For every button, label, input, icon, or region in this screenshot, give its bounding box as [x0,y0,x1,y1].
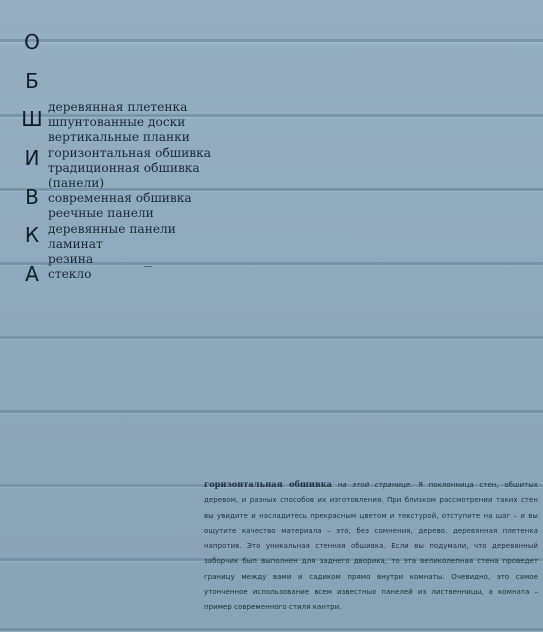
material-list-item: современная обшивка [48,191,192,206]
plank-seam [0,628,543,631]
article-body: Я поклонница стен, обшитых деревом, и разных способов их изготовления. При близком рассмотрении таких стен вы увидите и насладитесь прекрасным цветом и текстурой, отступите на шаг – и вы ощутите качество материала – это, без сомнения, дерево. деревянная плетенка напротив. Это уникальная стенная обшивка. Если вы подумали, что деревянный заборчик был выполнен для заднего дворика, то эта великолепная стена проведет границу между вами и садиком прямо внутри комнаты. Очевидно, это самое утонченное использование всем известных панелей из лиственницы, а комната – пример современного стиля кантри. [204,481,539,612]
material-list-item: (панели) [48,176,105,191]
article-intro: на этой странице. [337,481,413,489]
material-list-item: горизонтальная обшивка [48,145,211,160]
material-list-item: реечные панели [48,206,154,221]
material-list-item: ламинат [48,236,103,251]
title-letter: В [25,184,39,209]
material-list-item: шпунтованные доски [48,115,186,130]
vertical-section-title [21,23,43,294]
material-list-item: традиционная обшивка [48,160,200,175]
title-letter: И [24,146,40,171]
plank-seam [0,39,543,42]
material-list-item: вертикальные планки [48,130,190,145]
plank-seam [0,336,543,339]
material-list-item: деревянные панели [48,221,176,236]
title-letter: А [25,262,39,287]
material-list [48,100,211,282]
material-list-item: резина [48,252,94,267]
material-list-item: стекло [48,267,92,282]
article-lead: горизонтальная обшивка [204,479,333,489]
title-letter: Ш [21,107,43,132]
material-list-item: деревянная плетенка [48,100,188,114]
small-dash-mark [144,266,152,267]
article-text [204,477,538,616]
plank-seam [0,410,543,413]
title-letter: Б [25,68,39,93]
title-letter: К [24,223,40,248]
title-letter: О [24,30,40,54]
